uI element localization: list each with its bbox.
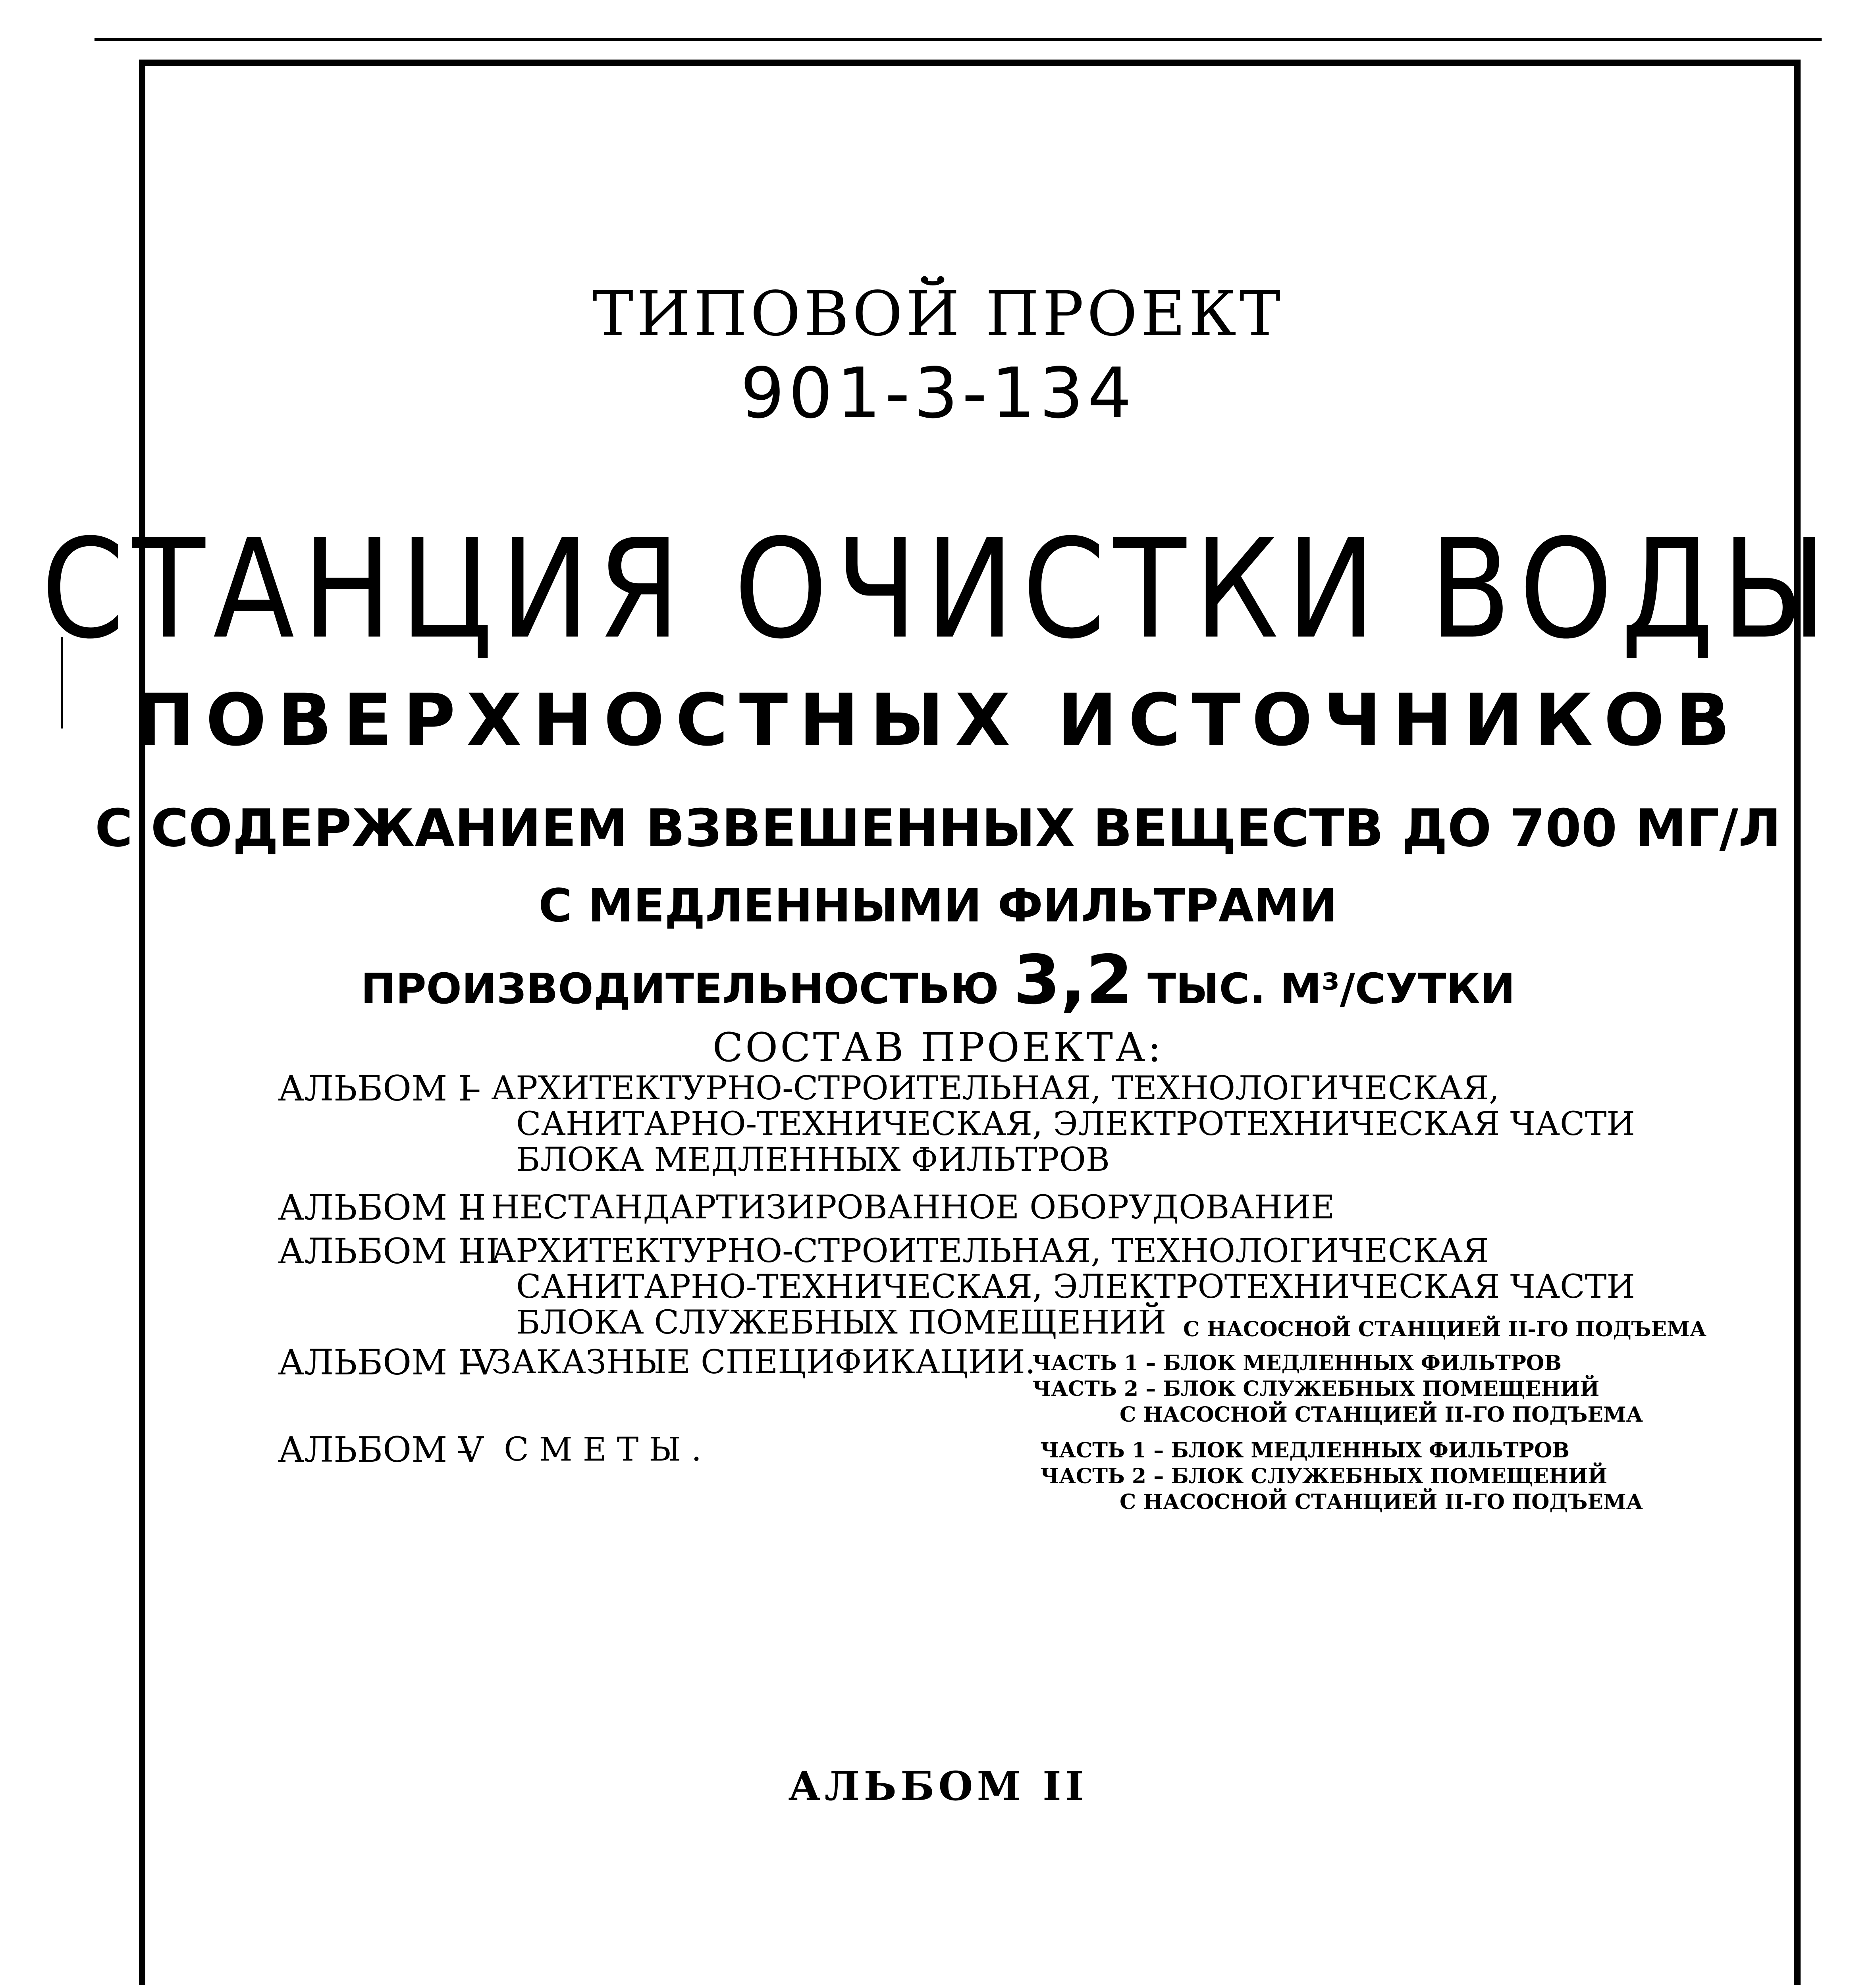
album-4-part-3: С НАСОСНОЙ СТАНЦИЕЙ II-ГО ПОДЪЕМА xyxy=(1120,1403,1643,1427)
capacity-line xyxy=(0,941,1876,1019)
album-1-label: АЛЬБОМ I xyxy=(278,1068,472,1109)
title-line-2: ПОВЕРХНОСТНЫХ ИСТОЧНИКОВ xyxy=(135,679,1741,762)
current-album: АЛЬБОМ II xyxy=(788,1763,1088,1810)
album-3-line-1: – АРХИТЕКТУРНО-СТРОИТЕЛЬНАЯ, ТЕХНОЛОГИЧЕСКАЯ xyxy=(465,1232,1489,1270)
album-1-line-2: САНИТАРНО-ТЕХНИЧЕСКАЯ, ЭЛЕКТРОТЕХНИЧЕСКАЯ ЧАСТИ xyxy=(516,1105,1635,1143)
title-line-4: С МЕДЛЕННЫМИ ФИЛЬТРАМИ xyxy=(538,879,1338,933)
album-3-line-2: САНИТАРНО-ТЕХНИЧЕСКАЯ, ЭЛЕКТРОТЕХНИЧЕСКАЯ ЧАСТИ xyxy=(516,1268,1635,1306)
album-4-part-2: ЧАСТЬ 2 – БЛОК СЛУЖЕБНЫХ ПОМЕЩЕНИЙ xyxy=(1032,1377,1600,1401)
capacity-suffix: ТЫС. М³/СУТКИ xyxy=(1147,965,1515,1013)
album-1-line-1: – АРХИТЕКТУРНО-СТРОИТЕЛЬНАЯ, ТЕХНОЛОГИЧЕСКАЯ, xyxy=(465,1070,1500,1107)
type-project-label: ТИПОВОЙ ПРОЕКТ xyxy=(592,278,1284,350)
album-5-part-2: ЧАСТЬ 2 – БЛОК СЛУЖЕБНЫХ ПОМЕЩЕНИЙ xyxy=(1040,1464,1608,1488)
album-2-line-1: – НЕСТАНДАРТИЗИРОВАННОЕ ОБОРУДОВАНИЕ xyxy=(465,1189,1335,1226)
album-2-label: АЛЬБОМ II xyxy=(278,1187,486,1228)
album-4-part-1: ЧАСТЬ 1 – БЛОК МЕДЛЕННЫХ ФИЛЬТРОВ xyxy=(1032,1351,1562,1375)
album-3-label: АЛЬБОМ III xyxy=(278,1231,500,1272)
album-4-line-1: – ЗАКАЗНЫЕ СПЕЦИФИКАЦИИ. xyxy=(465,1343,1035,1381)
capacity-value: 3,2 xyxy=(1013,941,1133,1019)
top-border-line xyxy=(94,38,1822,41)
album-5-label: АЛЬБОМ V xyxy=(278,1429,484,1470)
composition-heading: СОСТАВ ПРОЕКТА: xyxy=(712,1024,1164,1071)
title-line-1: СТАНЦИЯ ОЧИСТКИ ВОДЫ xyxy=(41,509,1835,669)
album-5-part-1: ЧАСТЬ 1 – БЛОК МЕДЛЕННЫХ ФИЛЬТРОВ xyxy=(1040,1438,1570,1463)
album-3-line-3: БЛОКА СЛУЖЕБНЫХ ПОМЕЩЕНИЙ xyxy=(516,1304,1166,1341)
album-5-line-1: – СМЕТЫ. xyxy=(457,1431,712,1469)
title-line-3: С СОДЕРЖАНИЕМ ВЗВЕШЕННЫХ ВЕЩЕСТВ ДО 700 МГ/Л xyxy=(94,798,1782,858)
album-5-part-3: С НАСОСНОЙ СТАНЦИЕЙ II-ГО ПОДЪЕМА xyxy=(1120,1490,1643,1514)
capacity-prefix: ПРОИЗВОДИТЕЛЬНОСТЬЮ xyxy=(361,965,999,1013)
album-4-label: АЛЬБОМ IV xyxy=(278,1342,497,1383)
album-1-line-3: БЛОКА МЕДЛЕННЫХ ФИЛЬТРОВ xyxy=(516,1141,1110,1179)
album-3-line-4: С НАСОСНОЙ СТАНЦИЕЙ II-ГО ПОДЪЕМА xyxy=(1183,1317,1706,1341)
project-number: 901-3-134 xyxy=(740,353,1136,434)
